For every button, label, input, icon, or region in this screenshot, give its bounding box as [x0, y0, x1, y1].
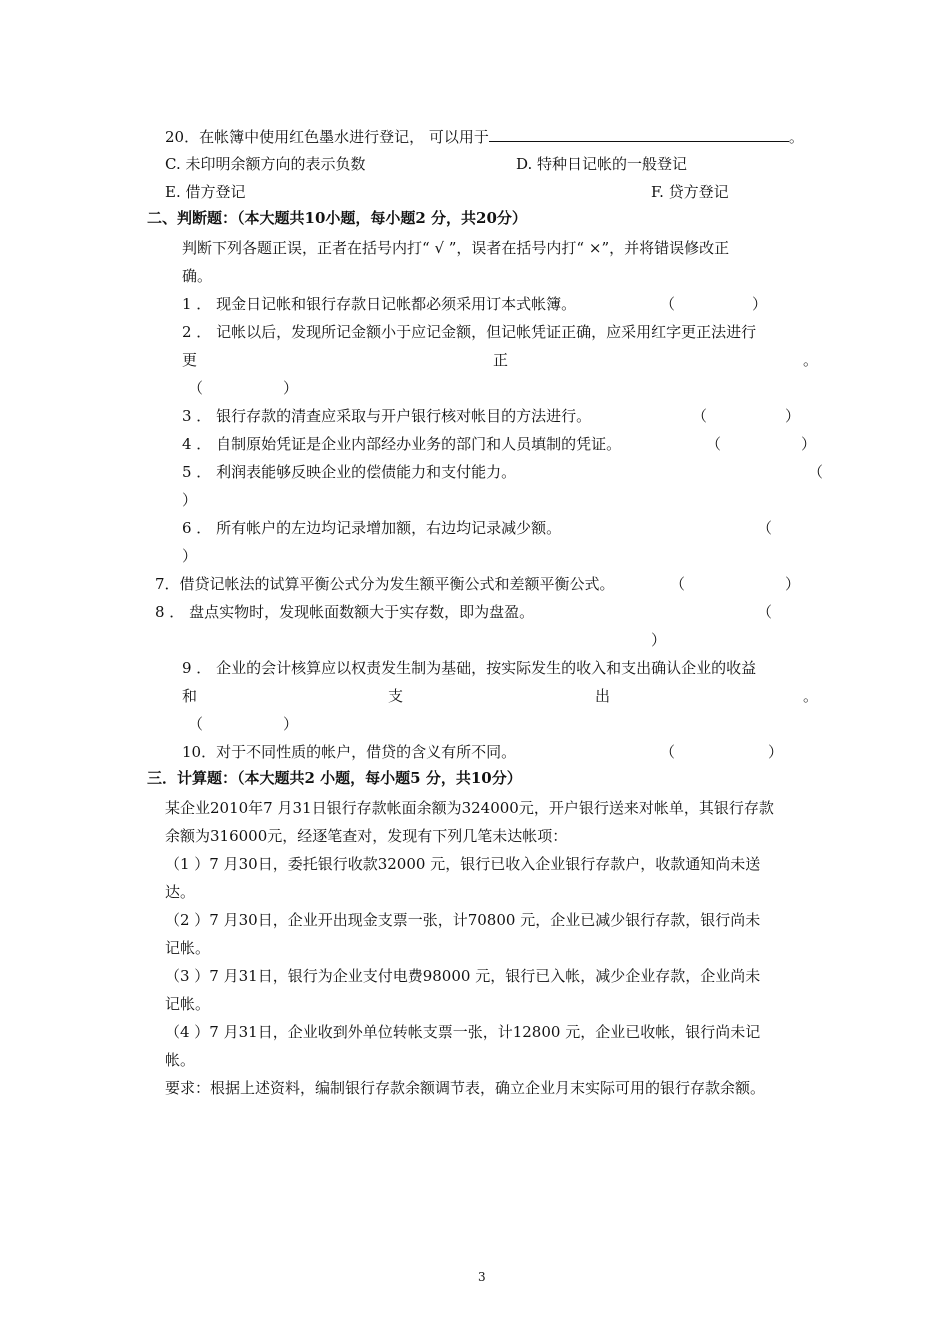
judge-item-9-paren-close: ）	[283, 715, 299, 733]
judge-item-4-paren-open: （	[706, 435, 722, 453]
calc-item-4-line-1: （4 ）7 月31日，企业收到外单位转帐支票一张，计12800 元，企业已收帐，银行尚未记	[165, 1023, 761, 1041]
judge-item-8: 8 ． 盘点实物时，发现帐面数额大于实存数，即为盘盈。	[155, 603, 535, 621]
q20-answer-blank	[489, 126, 789, 142]
q20-option-e: E. 借方登记	[165, 183, 246, 201]
judge-item-2-word-a: 更	[182, 351, 198, 369]
calc-item-2-line-1: （2 ）7 月30日，企业开出现金支票一张，计70800 元，企业已减少银行存款，银行尚未	[165, 911, 761, 929]
q20-option-c: C. 未印明余额方向的表示负数	[165, 155, 366, 173]
judge-item-5-paren-close: ）	[182, 491, 198, 509]
section-2-intro-line-1: 判断下列各题正误，正者在括号内打“ √ ”，误者在括号内打“ ×”，并将错误修改正	[182, 239, 730, 257]
judge-item-6-paren-open: （	[757, 519, 773, 537]
judge-item-4-paren-close: ）	[801, 435, 817, 453]
judge-item-5: 5 ． 利润表能够反映企业的偿债能力和支付能力。	[182, 463, 517, 481]
judge-item-9-word-a: 和	[182, 687, 198, 705]
judge-item-10-paren-open: （	[660, 743, 676, 761]
q20-end: 。	[788, 128, 804, 146]
judge-item-2-word-b: 正	[493, 351, 509, 369]
q20-stem: 20．在帐簿中使用红色墨水进行登记， 可以用于	[165, 128, 489, 146]
page-number: 3	[478, 1270, 486, 1284]
judge-item-6: 6 ． 所有帐户的左边均记录增加额，右边均记录减少额。	[182, 519, 562, 537]
section-3-heading: 三．计算题：（本大题共2 小题，每小题5 分，共10分）	[147, 769, 522, 787]
judge-item-8-paren-close: ）	[651, 631, 667, 649]
judge-item-2-paren-open: （	[188, 379, 204, 397]
calc-item-1-line-1: （1 ）7 月30日，委托银行收款32000 元，银行已收入企业银行存款户，收款通知尚未送	[165, 855, 761, 873]
section-2-heading: 二、判断题：（本大题共10小题，每小题2 分，共20分）	[147, 209, 527, 227]
judge-item-9-line-1: 9 ． 企业的会计核算应以权责发生制为基础，按实际发生的收入和支出确认企业的收益	[182, 659, 757, 677]
q20-option-d: D. 特种日记帐的一般登记	[516, 155, 688, 173]
judge-item-1: 1 ． 现金日记帐和银行存款日记帐都必须采用订本式帐簿。	[182, 295, 577, 313]
judge-item-9-paren-open: （	[188, 715, 204, 733]
judge-item-1-paren-close: ）	[752, 295, 768, 313]
judge-item-2-word-c: 。	[803, 351, 819, 369]
q20-option-f: F. 贷方登记	[651, 183, 729, 201]
judge-item-1-paren-open: （	[660, 295, 676, 313]
calc-paragraph-line-1: 某企业2010年7 月31日银行存款帐面余额为324000元，开户银行送来对帐单，其银行存款	[165, 799, 774, 817]
judge-item-5-paren-open: （	[808, 463, 824, 481]
judge-item-3-paren-close: ）	[785, 407, 801, 425]
calc-item-3-line-1: （3 ）7 月31日，银行为企业支付电费98000 元，银行已入帐，减少企业存款，企业尚未	[165, 967, 761, 985]
calc-item-1-line-2: 达。	[165, 883, 196, 901]
judge-item-9-word-d: 。	[803, 687, 819, 705]
judge-item-7-paren-close: ）	[785, 575, 801, 593]
judge-item-2-paren-close: ）	[283, 379, 299, 397]
calc-item-2-line-2: 记帐。	[165, 939, 211, 957]
judge-item-3: 3 ． 银行存款的清查应采取与开户银行核对帐目的方法进行。	[182, 407, 592, 425]
calc-item-3-line-2: 记帐。	[165, 995, 211, 1013]
judge-item-2-line-1: 2 ． 记帐以后，发现所记金额小于应记金额，但记帐凭证正确，应采用红字更正法进行	[182, 323, 757, 341]
judge-item-7: 7．借贷记帐法的试算平衡公式分为发生额平衡公式和差额平衡公式。	[155, 575, 615, 593]
q20-stem-line	[165, 126, 804, 147]
judge-item-6-paren-close: ）	[182, 547, 198, 565]
judge-item-7-paren-open: （	[670, 575, 686, 593]
judge-item-9-word-b: 支	[388, 687, 404, 705]
judge-item-9-word-c: 出	[595, 687, 611, 705]
calc-paragraph-line-2: 余额为316000元，经逐笔查对，发现有下列几笔未达帐项：	[165, 827, 568, 845]
section-2-intro-line-2: 确。	[182, 267, 213, 285]
judge-item-4: 4 ． 自制原始凭证是企业内部经办业务的部门和人员填制的凭证。	[182, 435, 622, 453]
judge-item-10-paren-close: ）	[768, 743, 784, 761]
judge-item-3-paren-open: （	[692, 407, 708, 425]
calc-requirement: 要求：根据上述资料，编制银行存款余额调节表，确立企业月末实际可用的银行存款余额。	[165, 1079, 766, 1097]
judge-item-10: 10．对于不同性质的帐户，借贷的含义有所不同。	[182, 743, 517, 761]
calc-item-4-line-2: 帐。	[165, 1051, 196, 1069]
judge-item-8-paren-open: （	[757, 603, 773, 621]
